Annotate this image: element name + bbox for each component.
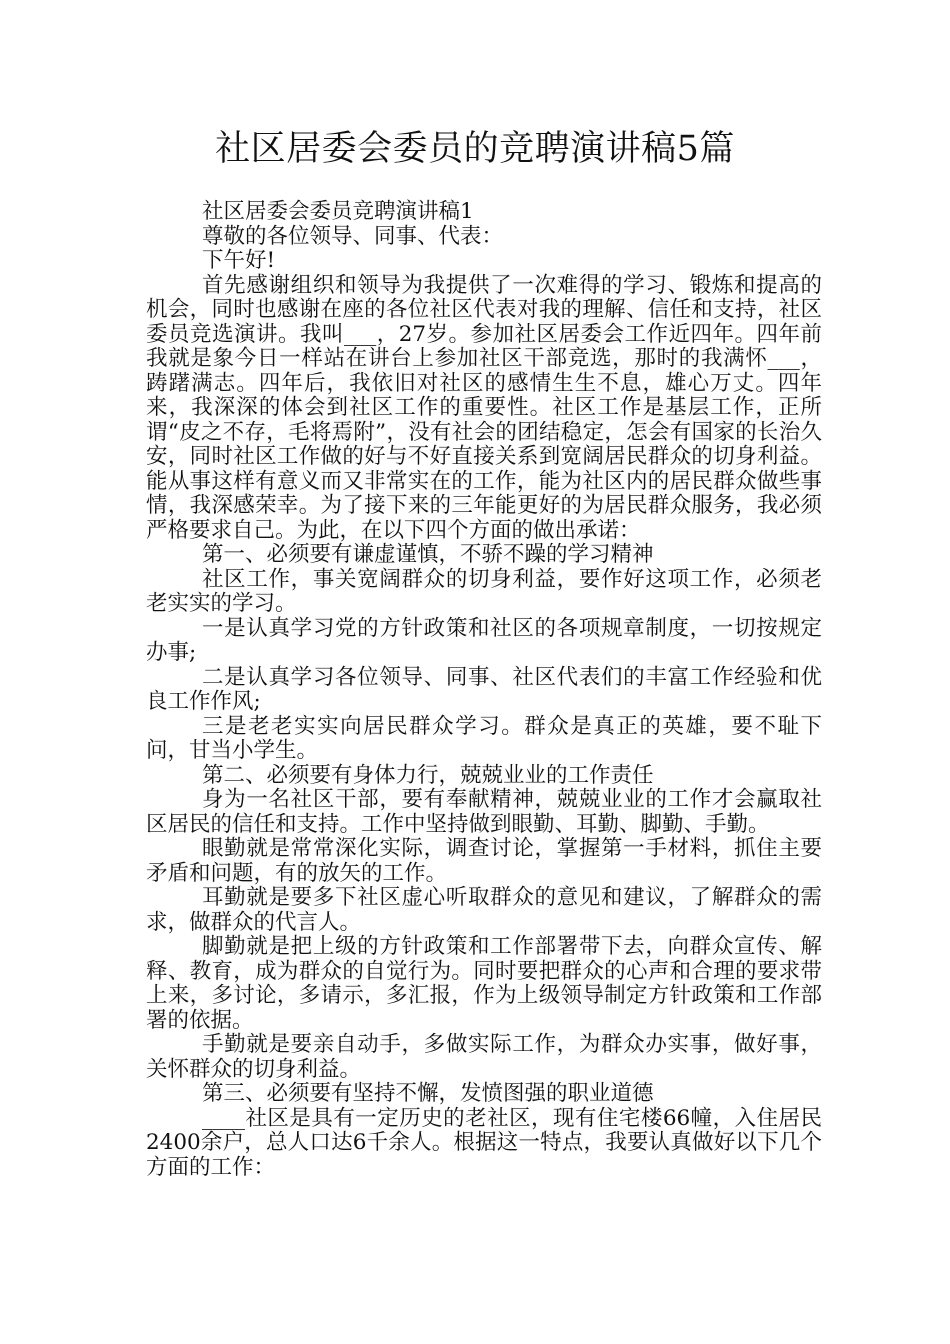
paragraph-introduction: 首先感谢组织和领导为我提供了一次难得的学习、锻炼和提高的机会，同时也感谢在座的各位社区代表对我的理解、信任和支持，社区委员竞选演讲。我叫___，27岁。参加社区居委会工作近四年。四年前我就是象今日一样站在讲台上参加社区干部竞选，那时的我满怀___，踌躇满志。四年后，我依旧对社区的感情生生不息，雄心万丈。四年来，我深深的体会到社区工作的重要性。社区工作是基层工作，正所谓“皮之不存，毛将焉附”，没有社会的团结稳定，怎会有国家的长治久安，同时社区工作做的好与不好直接关系到宽阔居民群众的切身利益。能从事这样有意义而又非常实在的工作，能为社区内的居民群众做些事情，我深感荣幸。为了接下来的三年能更好的为居民群众服务，我必须严格要求自己。为此，在以下四个方面的做出承诺： — [146, 272, 822, 543]
paragraph: 眼勤就是常常深化实际，调查讨论，掌握第一手材料，抓住主要矛盾和问题，有的放矢的工作。 — [146, 836, 822, 886]
paragraph-point-one-title: 第一、必须要有谦虚谨慎，不骄不躁的学习精神 — [202, 542, 654, 567]
paragraph: ____社区是具有一定历史的老社区，现有住宅楼66幢，入住居民2400余户，总人口达6千余人。根据这一特点，我要认真做好以下几个方面的工作： — [146, 1105, 822, 1180]
paragraph: 二是认真学习各位领导、同事、社区代表们的丰富工作经验和优良工作作风; — [146, 664, 822, 714]
document-title: 社区居委会委员的竞聘演讲稿5篇 — [215, 129, 735, 169]
paragraph: 一是认真学习党的方针政策和社区的各项规章制度，一切按规定办事; — [146, 615, 822, 665]
paragraph: 耳勤就是要多下社区虚心听取群众的意见和建议，了解群众的需求，做群众的代言人。 — [146, 885, 822, 935]
paragraph-greeting: 下午好! — [202, 248, 276, 273]
paragraph: 三是老老实实向居民群众学习。群众是真正的英雄，要不耻下问，甘当小学生。 — [146, 713, 822, 763]
paragraph: 社区工作，事关宽阔群众的切身利益，要作好这项工作，必须老老实实的学习。 — [146, 566, 822, 616]
document-body — [146, 200, 822, 1180]
paragraph: 身为一名社区干部，要有奉献精神，兢兢业业的工作才会赢取社区居民的信任和支持。工作中坚持做到眼勤、耳勤、脚勤、手勤。 — [146, 787, 822, 837]
paragraph-salutation: 尊敬的各位领导、同事、代表： — [202, 223, 504, 249]
paragraph: 脚勤就是把上级的方针政策和工作部署带下去，向群众宣传、解释、教育，成为群众的自觉行为。同时要把群众的心声和合理的要求带上来，多讨论，多请示，多汇报，作为上级领导制定方针政策和工作部署的依据。 — [146, 934, 822, 1033]
paragraph-point-three-title: 第三、必须要有坚持不懈，发愤图强的职业道德 — [202, 1081, 654, 1106]
paragraph: 手勤就是要亲自动手，多做实际工作，为群众办实事，做好事，关怀群众的切身利益。 — [146, 1032, 822, 1082]
paragraph-point-two-title: 第二、必须要有身体力行，兢兢业业的工作责任 — [202, 762, 654, 788]
paragraph-heading: 社区居委会委员竞聘演讲稿1 — [202, 199, 474, 224]
